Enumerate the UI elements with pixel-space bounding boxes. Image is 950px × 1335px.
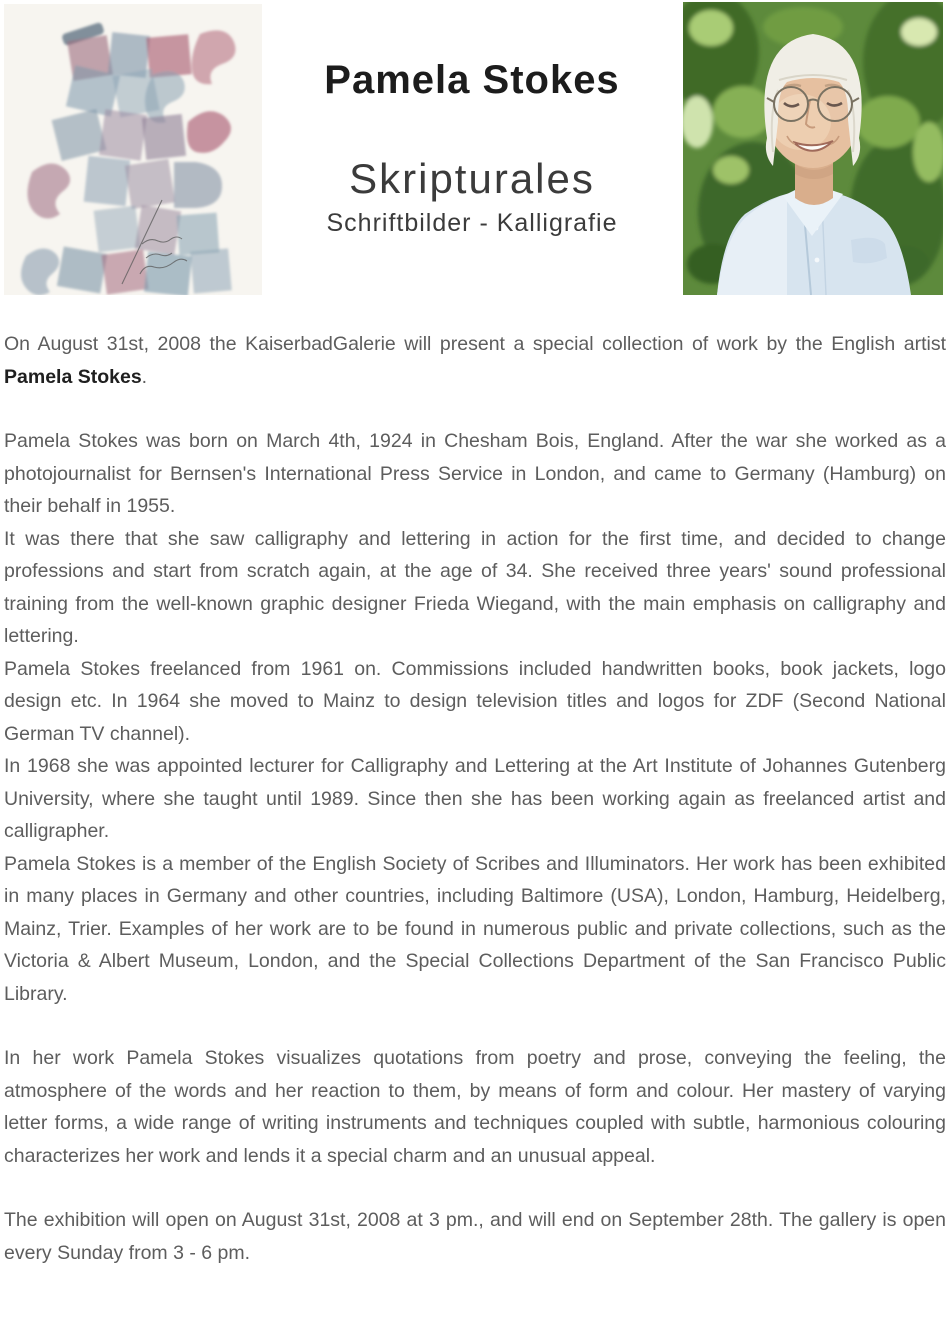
bio-paragraph-training: It was there that she saw calligraphy and lettering in action for the first time, and decided to change professions and start from scratch again, at the age of 34. She received three years' sound professional training from the well-known graphic designer Frieda Wiegand, with the main emphasis on calligraphy and lettering. <box>4 527 946 647</box>
header <box>0 0 950 300</box>
body-text <box>0 328 950 1269</box>
calligraphy-artwork-image <box>4 4 262 295</box>
exhibition-subtitle: Schriftbilder - Kalligrafie <box>326 209 618 237</box>
work-description-paragraph: In her work Pamela Stokes visualizes quotations from poetry and prose, conveying the feeling, the atmosphere of the words and her reaction to them, by means of form and colour. Her mastery of varying letter forms, a wide range of writing instruments and techniques coupled with subtle, harmonious colouring characterizes her work and lends it a special charm and an unusual appeal. <box>4 1047 946 1167</box>
page-title-artist-name: Pamela Stokes <box>324 58 620 102</box>
intro-text-before: On August 31st, 2008 the KaiserbadGalerie will present a special collection of work by the English artist <box>4 333 946 355</box>
bio-paragraph-memberships: Pamela Stokes is a member of the English Society of Scribes and Illuminators. Her work has been exhibited in many places in Germany and other countries, including Baltimore (USA), London, Hamburg, Heidelberg, Mainz, Trier. Examples of her work are to be found in numerous public and private collections, such as the Victoria & Albert Museum, London, and the Special Collections Department of the San Francisco Public Library. <box>4 852 946 1005</box>
exhibition-dates-paragraph: The exhibition will open on August 31st, 2008 at 3 pm., and will end on September 28th. The gallery is open every Sunday from 3 - 6 pm. <box>4 1209 946 1264</box>
intro-artist-highlight: Pamela Stokes <box>4 365 142 388</box>
calligraphy-artwork-svg <box>4 4 262 295</box>
artist-portrait-photo <box>683 2 943 295</box>
biography-block <box>4 425 946 1010</box>
exhibition-title: Skripturales <box>349 155 595 202</box>
title-block <box>272 0 672 300</box>
intro-text-after: . <box>141 365 148 388</box>
bio-paragraph-lecturer: In 1968 she was appointed lecturer for Calligraphy and Lettering at the Art Institute of Johannes Gutenberg University, where she taught until 1989. Since then she has been working again as freelanced artist and calligrapher. <box>4 755 946 842</box>
bio-paragraph-freelance: Pamela Stokes freelanced from 1961 on. Commissions included handwritten books, book jackets, logo design etc. In 1964 she moved to Mainz to design television titles and logos for ZDF (Second National German TV channel). <box>4 657 946 745</box>
intro-paragraph <box>4 328 946 393</box>
bio-paragraph-birth: Pamela Stokes was born on March 4th, 1924 in Chesham Bois, England. After the war she worked as a photojournalist for Bernsen's International Press Service in London, and came to Germany (Hamburg) on their behalf in 1955. <box>4 430 946 517</box>
artist-portrait-svg <box>683 2 943 295</box>
